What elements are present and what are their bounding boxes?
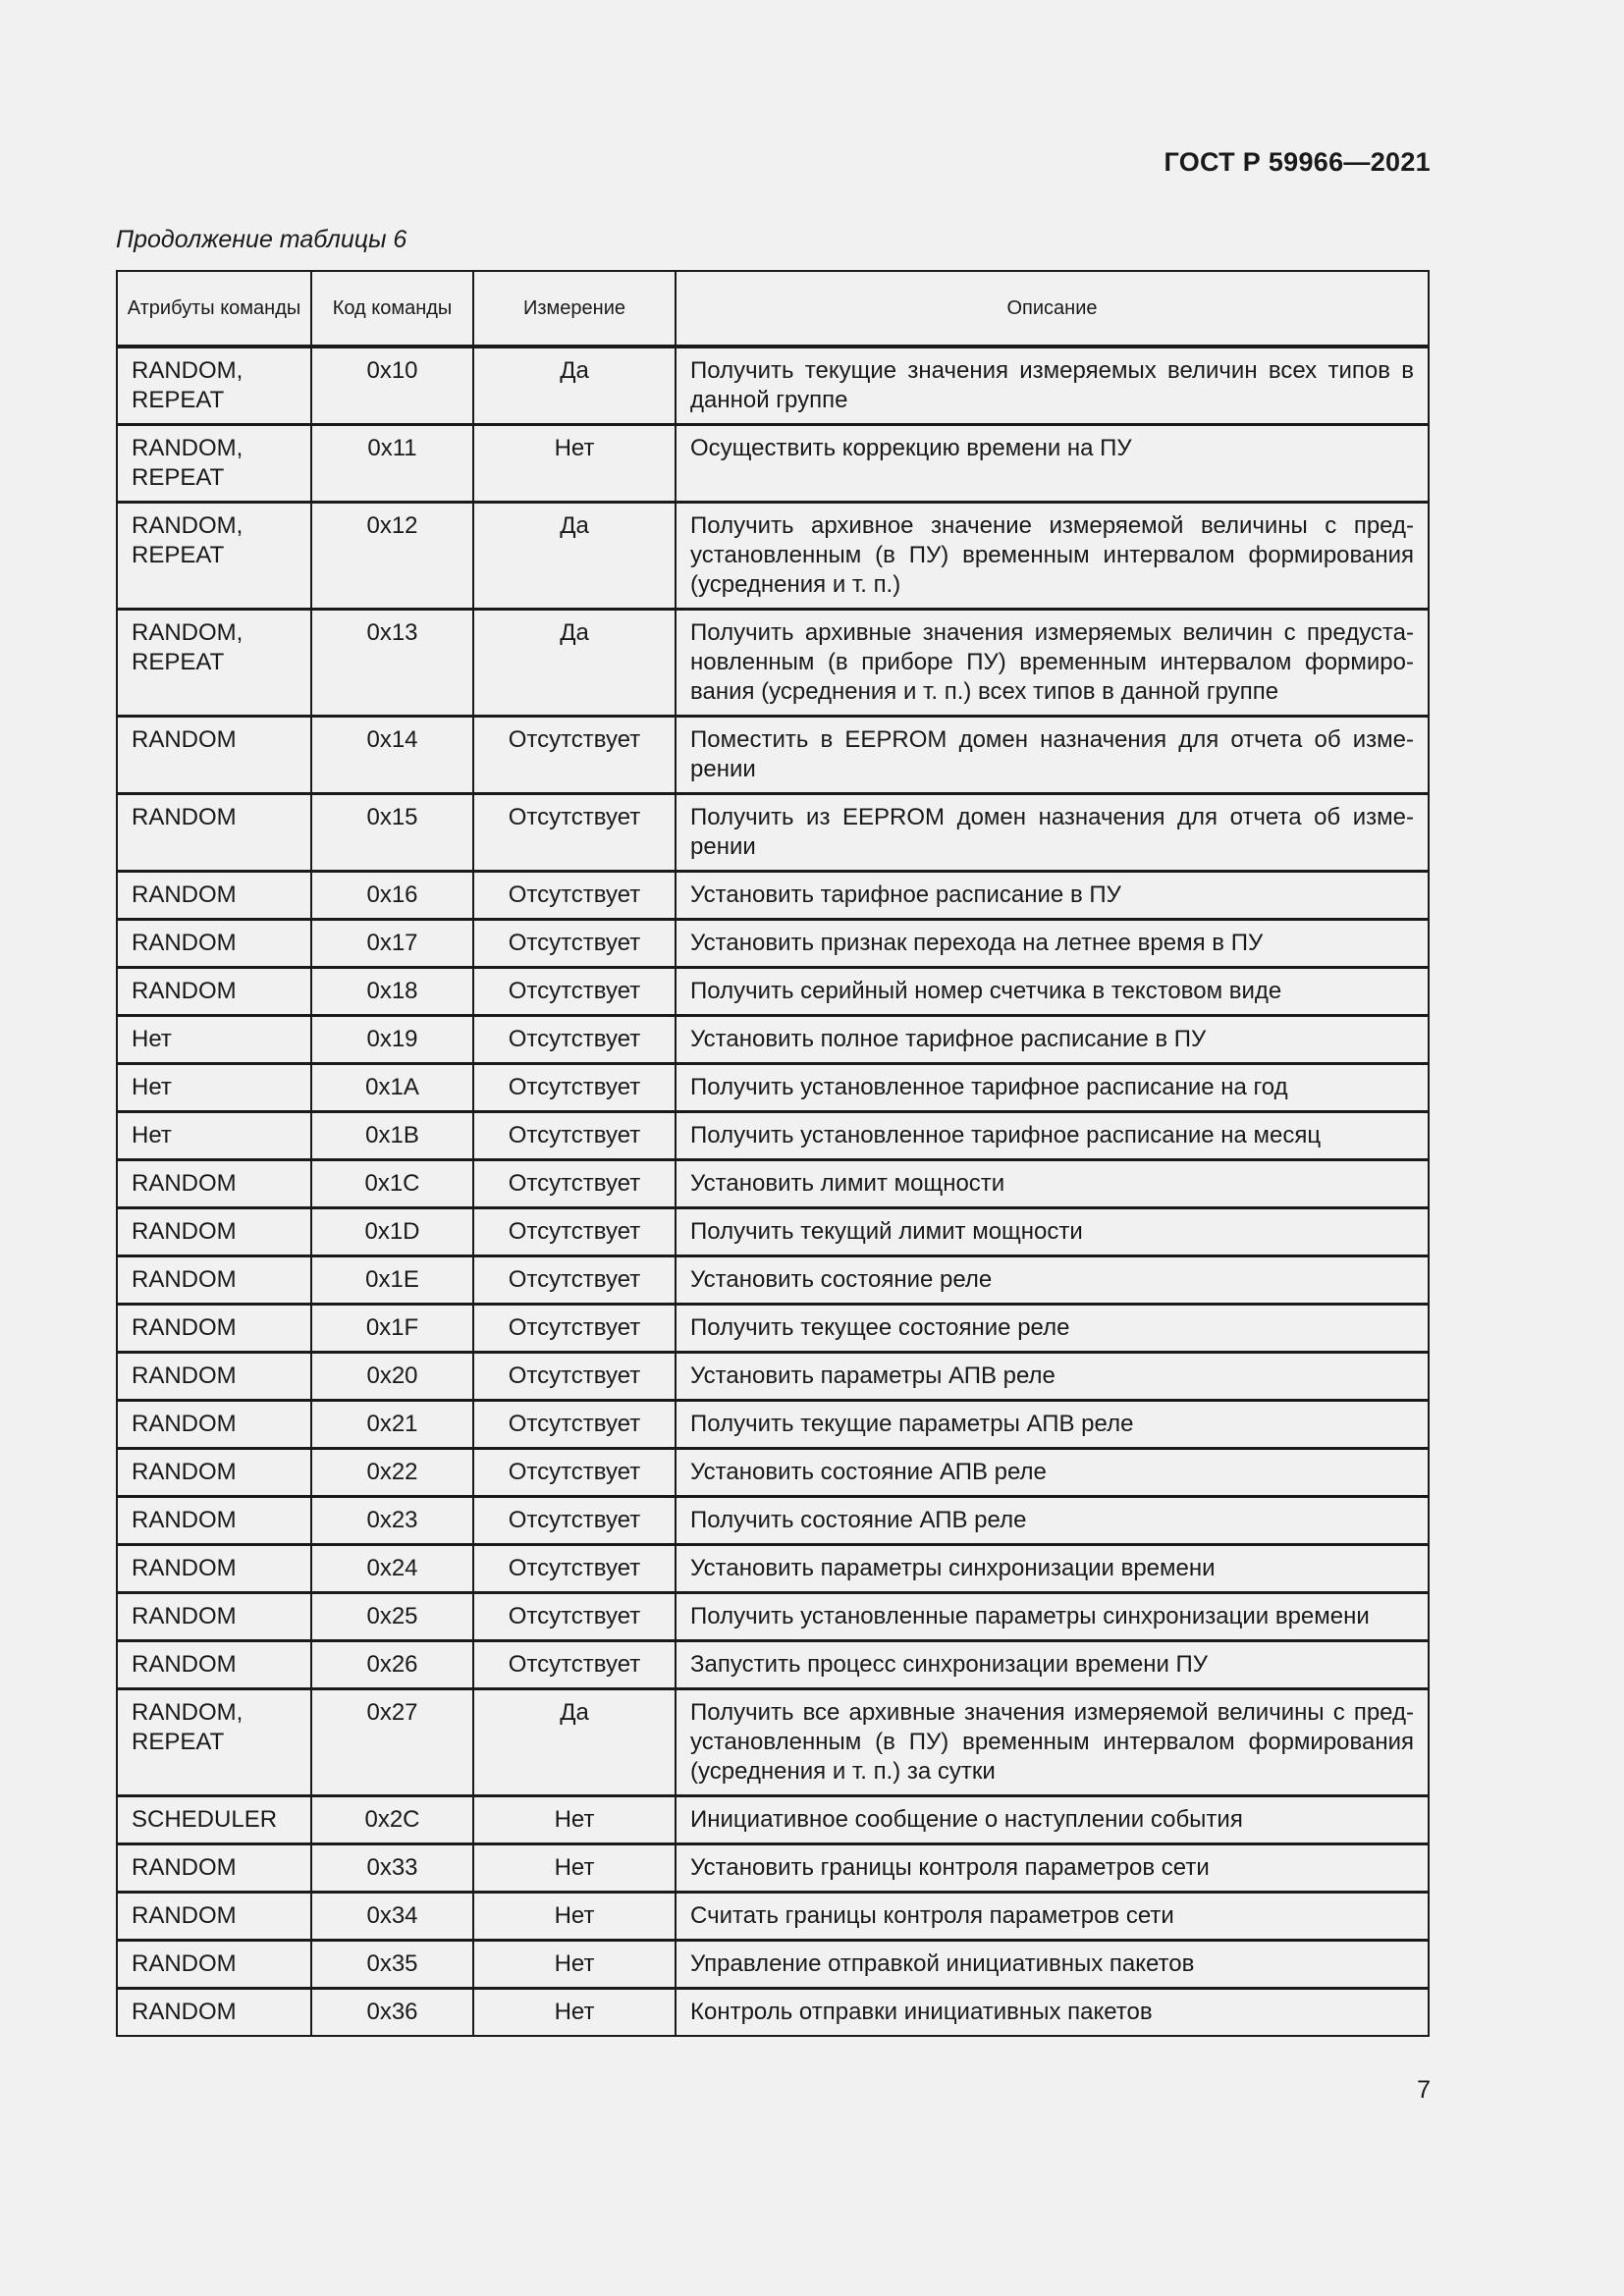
cell-attributes: RANDOM, REPEAT (117, 425, 311, 503)
table-row (117, 1256, 1429, 1305)
cell-description: Установить тарифное расписание в ПУ (676, 872, 1429, 920)
cell-description: Считать границы контроля параметров сети (676, 1893, 1429, 1941)
cell-code: 0x1B (311, 1112, 473, 1160)
cell-attributes: RANDOM (117, 1893, 311, 1941)
cell-code: 0x20 (311, 1353, 473, 1401)
cell-description: Установить полное тарифное расписание в ПУ (676, 1016, 1429, 1064)
cell-measurement: Да (473, 610, 676, 717)
table-row (117, 1112, 1429, 1160)
cell-code: 0x35 (311, 1941, 473, 1989)
cell-measurement: Да (473, 503, 676, 610)
table-row (117, 1689, 1429, 1796)
cell-attributes: RANDOM, REPEAT (117, 347, 311, 425)
cell-measurement: Нет (473, 1941, 676, 1989)
page-number: 7 (1417, 2076, 1431, 2104)
table-row (117, 1641, 1429, 1689)
table-row (117, 1593, 1429, 1641)
table-row (117, 1796, 1429, 1844)
table-row (117, 794, 1429, 872)
cell-measurement: Отсутствует (473, 968, 676, 1016)
cell-attributes: RANDOM (117, 1160, 311, 1208)
cell-attributes: RANDOM (117, 717, 311, 794)
cell-measurement: Отсутствует (473, 1256, 676, 1305)
cell-attributes: RANDOM (117, 872, 311, 920)
table-row (117, 610, 1429, 717)
cell-attributes: RANDOM, REPEAT (117, 503, 311, 610)
cell-code: 0x1F (311, 1305, 473, 1353)
cell-code: 0x1D (311, 1208, 473, 1256)
cell-code: 0x33 (311, 1844, 473, 1893)
table-row (117, 717, 1429, 794)
cell-attributes: RANDOM (117, 1497, 311, 1545)
cell-code: 0x24 (311, 1545, 473, 1593)
cell-description: Получить серийный номер счетчика в текстовом виде (676, 968, 1429, 1016)
table-row (117, 1844, 1429, 1893)
cell-attributes: RANDOM, REPEAT (117, 610, 311, 717)
cell-attributes: RANDOM (117, 1989, 311, 2037)
cell-code: 0x23 (311, 1497, 473, 1545)
table-header-row (117, 271, 1429, 347)
cell-description: Получить установленное тарифное расписание на год (676, 1064, 1429, 1112)
cell-measurement: Отсутствует (473, 717, 676, 794)
cell-attributes: RANDOM (117, 1305, 311, 1353)
cell-attributes: RANDOM (117, 794, 311, 872)
cell-measurement: Отсутствует (473, 1449, 676, 1497)
cell-description: Контроль отправки инициативных пакетов (676, 1989, 1429, 2037)
cell-code: 0x16 (311, 872, 473, 920)
cell-code: 0x18 (311, 968, 473, 1016)
cell-code: 0x11 (311, 425, 473, 503)
cell-measurement: Да (473, 1689, 676, 1796)
cell-description: Установить границы контроля параметров сети (676, 1844, 1429, 1893)
cell-description: Установить лимит мощности (676, 1160, 1429, 1208)
cell-description: Получить архивные значения измеряемых величин с предустановленным (в приборе ПУ) временным интервалом формирования (усреднения и т. п.) всех типов в данной группе (676, 610, 1429, 717)
cell-code: 0x14 (311, 717, 473, 794)
cell-description: Получить состояние АПВ реле (676, 1497, 1429, 1545)
table-row (117, 1497, 1429, 1545)
cell-attributes: RANDOM (117, 1545, 311, 1593)
column-header-attributes: Атрибуты команды (117, 271, 311, 347)
cell-code: 0x34 (311, 1893, 473, 1941)
cell-measurement: Отсутствует (473, 872, 676, 920)
cell-attributes: RANDOM (117, 1353, 311, 1401)
table-row (117, 1401, 1429, 1449)
cell-code: 0x1C (311, 1160, 473, 1208)
cell-attributes: RANDOM (117, 1844, 311, 1893)
table-row (117, 1064, 1429, 1112)
cell-attributes: RANDOM (117, 1941, 311, 1989)
table-row (117, 1353, 1429, 1401)
cell-attributes: SCHEDULER (117, 1796, 311, 1844)
table-row (117, 920, 1429, 968)
cell-description: Поместить в EEPROM домен назначения для отчета об измерении (676, 717, 1429, 794)
cell-measurement: Нет (473, 1844, 676, 1893)
cell-description: Получить все архивные значения измеряемой величины с предустановленным (в ПУ) временным интервалом формирования (усреднения и т. п.) за сутки (676, 1689, 1429, 1796)
cell-attributes: RANDOM (117, 1401, 311, 1449)
table-body (117, 347, 1429, 2036)
table-row (117, 1941, 1429, 1989)
cell-measurement: Отсутствует (473, 1208, 676, 1256)
cell-measurement: Отсутствует (473, 1016, 676, 1064)
cell-description: Управление отправкой инициативных пакетов (676, 1941, 1429, 1989)
cell-code: 0x21 (311, 1401, 473, 1449)
cell-description: Установить параметры АПВ реле (676, 1353, 1429, 1401)
cell-code: 0x2C (311, 1796, 473, 1844)
column-header-description: Описание (676, 271, 1429, 347)
cell-code: 0x27 (311, 1689, 473, 1796)
commands-table (116, 270, 1430, 2037)
table-row (117, 1160, 1429, 1208)
table-row (117, 1989, 1429, 2037)
cell-measurement: Нет (473, 425, 676, 503)
cell-measurement: Отсутствует (473, 1305, 676, 1353)
cell-code: 0x12 (311, 503, 473, 610)
cell-code: 0x25 (311, 1593, 473, 1641)
column-header-measurement: Измерение (473, 271, 676, 347)
cell-description: Получить из EEPROM домен назначения для отчета об измерении (676, 794, 1429, 872)
cell-attributes: Нет (117, 1016, 311, 1064)
cell-description: Установить признак перехода на летнее время в ПУ (676, 920, 1429, 968)
table-row (117, 425, 1429, 503)
cell-code: 0x22 (311, 1449, 473, 1497)
column-header-code: Код команды (311, 271, 473, 347)
cell-description: Установить состояние АПВ реле (676, 1449, 1429, 1497)
table-row (117, 968, 1429, 1016)
table-row (117, 347, 1429, 425)
cell-description: Инициативное сообщение о наступлении события (676, 1796, 1429, 1844)
cell-measurement: Нет (473, 1893, 676, 1941)
cell-description: Установить состояние реле (676, 1256, 1429, 1305)
cell-attributes: RANDOM, REPEAT (117, 1689, 311, 1796)
cell-description: Получить текущие параметры АПВ реле (676, 1401, 1429, 1449)
cell-code: 0x1E (311, 1256, 473, 1305)
cell-measurement: Отсутствует (473, 1593, 676, 1641)
table-caption: Продолжение таблицы 6 (116, 226, 407, 253)
cell-code: 0x15 (311, 794, 473, 872)
cell-attributes: RANDOM (117, 1449, 311, 1497)
cell-code: 0x19 (311, 1016, 473, 1064)
cell-description: Получить текущий лимит мощности (676, 1208, 1429, 1256)
cell-description: Получить установленные параметры синхронизации времени (676, 1593, 1429, 1641)
table-row (117, 503, 1429, 610)
table-row (117, 1545, 1429, 1593)
cell-measurement: Отсутствует (473, 794, 676, 872)
table-row (117, 1449, 1429, 1497)
cell-attributes: RANDOM (117, 1256, 311, 1305)
cell-attributes: Нет (117, 1112, 311, 1160)
cell-measurement: Отсутствует (473, 920, 676, 968)
cell-description: Получить установленное тарифное расписание на месяц (676, 1112, 1429, 1160)
table-row (117, 872, 1429, 920)
cell-measurement: Отсутствует (473, 1545, 676, 1593)
cell-measurement: Отсутствует (473, 1641, 676, 1689)
cell-measurement: Отсутствует (473, 1353, 676, 1401)
cell-code: 0x13 (311, 610, 473, 717)
cell-measurement: Отсутствует (473, 1401, 676, 1449)
cell-measurement: Нет (473, 1796, 676, 1844)
cell-description: Получить текущее состояние реле (676, 1305, 1429, 1353)
cell-attributes: RANDOM (117, 968, 311, 1016)
table-row (117, 1893, 1429, 1941)
cell-code: 0x26 (311, 1641, 473, 1689)
cell-code: 0x1A (311, 1064, 473, 1112)
cell-attributes: RANDOM (117, 1593, 311, 1641)
cell-measurement: Отсутствует (473, 1112, 676, 1160)
cell-code: 0x10 (311, 347, 473, 425)
cell-measurement: Нет (473, 1989, 676, 2037)
cell-attributes: RANDOM (117, 920, 311, 968)
cell-measurement: Отсутствует (473, 1497, 676, 1545)
cell-attributes: RANDOM (117, 1208, 311, 1256)
cell-code: 0x36 (311, 1989, 473, 2037)
table-row (117, 1016, 1429, 1064)
cell-code: 0x17 (311, 920, 473, 968)
cell-measurement: Да (473, 347, 676, 425)
cell-description: Получить архивное значение измеряемой величины с предустановленным (в ПУ) временным интервалом формирования (усреднения и т. п.) (676, 503, 1429, 610)
cell-attributes: RANDOM (117, 1641, 311, 1689)
cell-measurement: Отсутствует (473, 1160, 676, 1208)
cell-description: Получить текущие значения измеряемых величин всех типов в данной группе (676, 347, 1429, 425)
document-code: ГОСТ Р 59966—2021 (1164, 147, 1431, 177)
cell-description: Запустить процесс синхронизации времени ПУ (676, 1641, 1429, 1689)
cell-description: Установить параметры синхронизации времени (676, 1545, 1429, 1593)
cell-measurement: Отсутствует (473, 1064, 676, 1112)
table-row (117, 1208, 1429, 1256)
table-row (117, 1305, 1429, 1353)
cell-attributes: Нет (117, 1064, 311, 1112)
cell-description: Осуществить коррекцию времени на ПУ (676, 425, 1429, 503)
